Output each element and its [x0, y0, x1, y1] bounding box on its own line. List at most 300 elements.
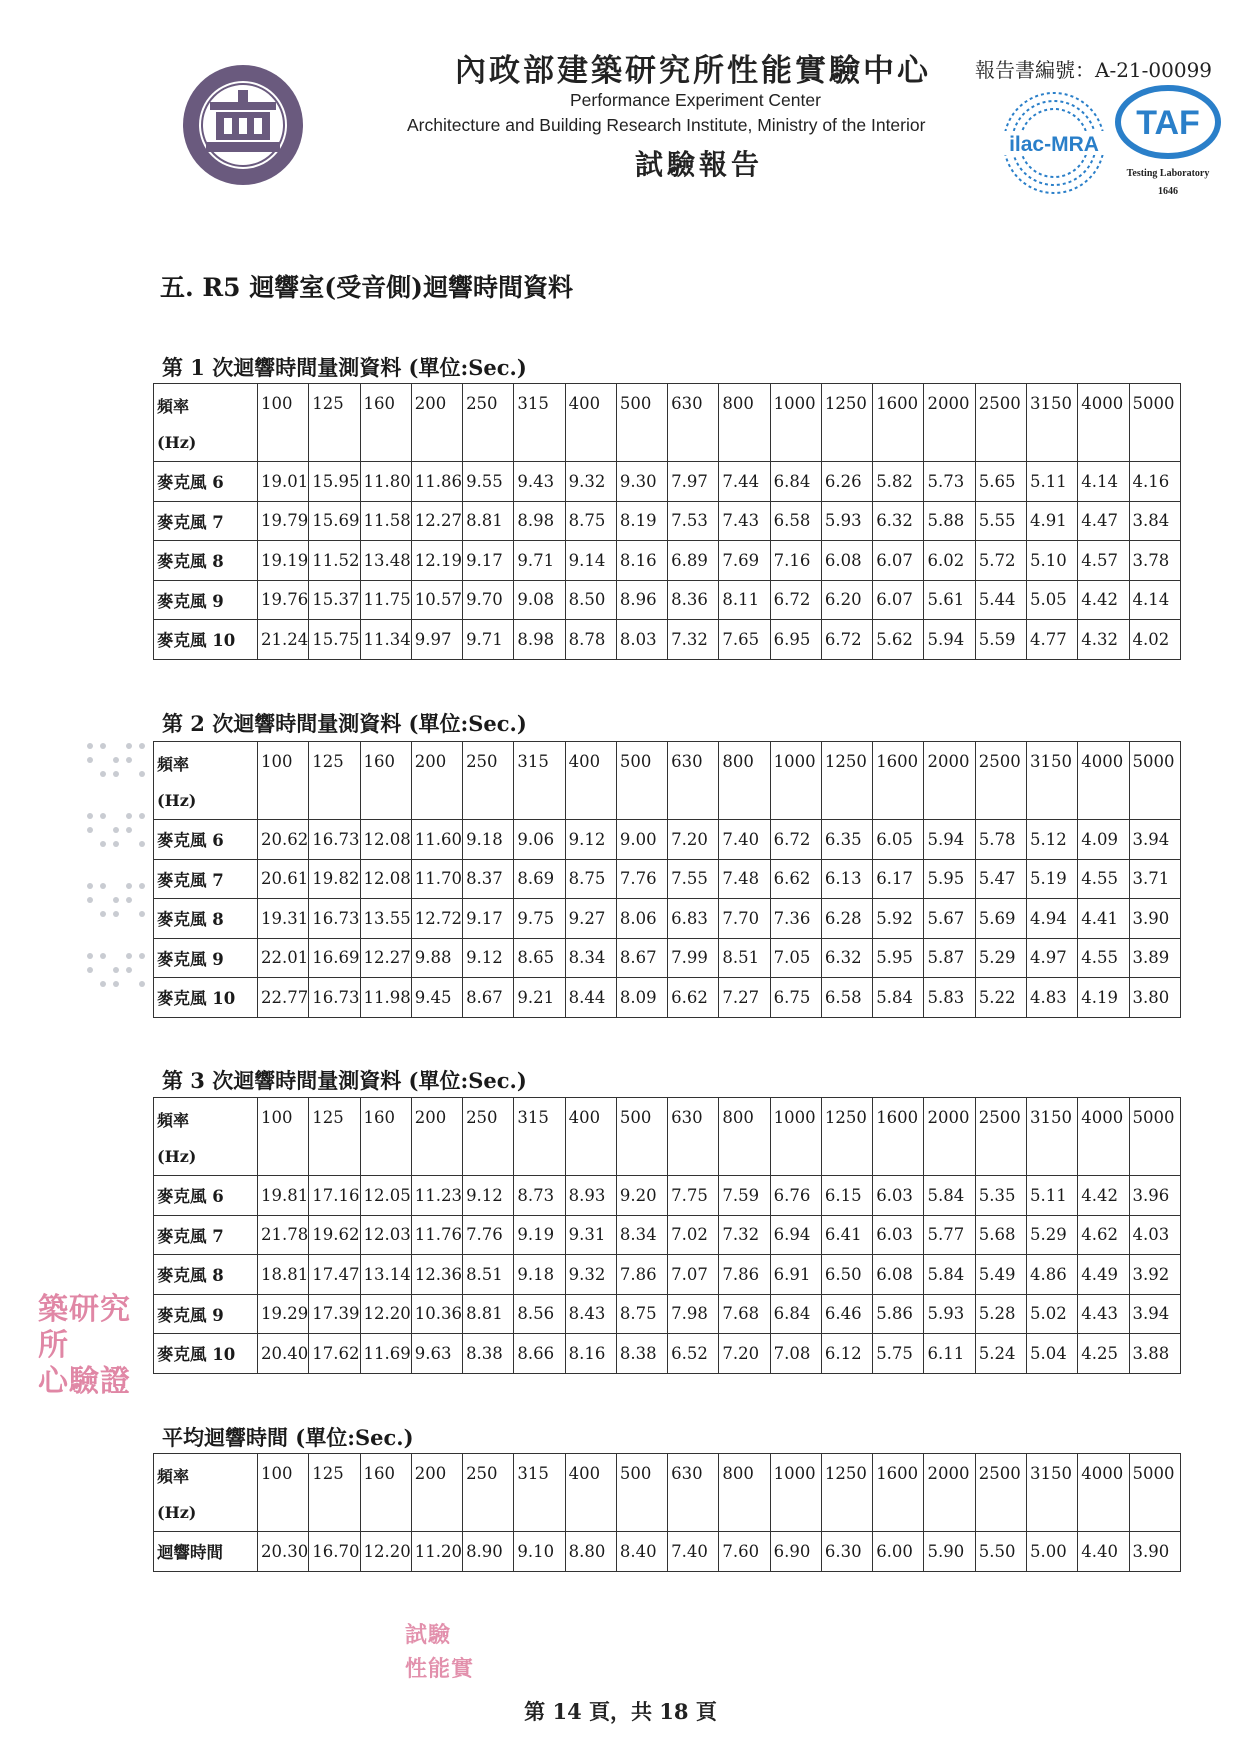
- table-cell: 11.60: [411, 820, 462, 860]
- table-cell: 8.51: [719, 938, 770, 978]
- frequency-value: 200: [414, 1108, 447, 1127]
- table-cell: 4.86: [1026, 1255, 1077, 1295]
- table-cell: 6.46: [821, 1294, 872, 1334]
- table-row: [154, 1255, 1181, 1295]
- header-unit: (Hz): [157, 433, 197, 452]
- table-cell: 10.57: [411, 580, 462, 620]
- table-cell: 5.19: [1026, 859, 1077, 899]
- table-cell: 12.20: [360, 1532, 411, 1572]
- table-cell: 5.04: [1026, 1334, 1077, 1374]
- table-cell: 12.27: [360, 938, 411, 978]
- perforation-dot: [126, 897, 132, 903]
- frequency-value: 3150: [1029, 394, 1072, 413]
- table-cell: 4.49: [1078, 1255, 1129, 1295]
- frequency-header-cell: [565, 1098, 616, 1176]
- frequency-header-cell: [924, 1454, 975, 1532]
- table-cell: 8.03: [616, 620, 667, 660]
- table-cell: 9.71: [463, 620, 514, 660]
- table-cell: 8.19: [616, 501, 667, 541]
- table-cell: 20.61: [258, 859, 309, 899]
- table-cell: 8.37: [463, 859, 514, 899]
- table-header-row: [154, 1098, 1181, 1176]
- table-cell: 8.98: [514, 620, 565, 660]
- table-cell: 4.42: [1078, 580, 1129, 620]
- perforation-dot: [100, 981, 106, 987]
- table-cell: 6.76: [770, 1176, 821, 1216]
- row-label: 迴響時間: [154, 1532, 258, 1572]
- frequency-value: 315: [517, 394, 549, 413]
- table-cell: 17.16: [309, 1176, 360, 1216]
- frequency-value: 160: [363, 1464, 396, 1483]
- frequency-header-cell: [360, 742, 411, 820]
- table-cell: 9.20: [616, 1176, 667, 1216]
- table-cell: 9.32: [565, 462, 616, 502]
- page-header: [0, 0, 1241, 220]
- table-cell: 5.75: [873, 1334, 924, 1374]
- frequency-header-cell: [258, 742, 309, 820]
- frequency-value: 125: [312, 752, 344, 771]
- row-label: 麥克風 9: [154, 580, 258, 620]
- table-cell: 6.26: [821, 462, 872, 502]
- frequency-value: 2000: [927, 1108, 970, 1127]
- frequency-value: 630: [671, 752, 703, 771]
- table-caption: 第 2 次迴響時間量測資料 (單位:Sec.): [162, 711, 527, 736]
- table-cell: 5.68: [975, 1215, 1026, 1255]
- frequency-header-cell: [975, 384, 1026, 462]
- frequency-header-cell: [975, 1098, 1026, 1176]
- table-cell: 7.98: [668, 1294, 719, 1334]
- table-row: [154, 978, 1181, 1018]
- table-cell: 7.08: [770, 1334, 821, 1374]
- frequency-value: 800: [722, 1108, 754, 1127]
- frequency-value: 3150: [1029, 1108, 1072, 1127]
- table-cell: 9.08: [514, 580, 565, 620]
- table-cell: 3.80: [1129, 978, 1180, 1018]
- table-cell: 6.35: [821, 820, 872, 860]
- table-cell: 11.98: [360, 978, 411, 1018]
- table-cell: 3.96: [1129, 1176, 1180, 1216]
- frequency-value: 630: [671, 1464, 703, 1483]
- table-cell: 19.81: [258, 1176, 309, 1216]
- frequency-header-cell: [1129, 1098, 1180, 1176]
- table-cell: 4.02: [1129, 620, 1180, 660]
- table-row: [154, 1294, 1181, 1334]
- frequency-value: 800: [722, 752, 754, 771]
- table-cell: 19.01: [258, 462, 309, 502]
- table-cell: 12.36: [411, 1255, 462, 1295]
- table-cell: 9.30: [616, 462, 667, 502]
- frequency-value: 1600: [876, 1464, 919, 1483]
- frequency-header-cell: [411, 742, 462, 820]
- table-cell: 6.11: [924, 1334, 975, 1374]
- table-cell: 19.19: [258, 541, 309, 581]
- section-title: 五. R5 迴響室(受音側)迴響時間資料: [160, 273, 573, 302]
- frequency-value: 500: [619, 1464, 652, 1483]
- table-cell: 6.02: [924, 541, 975, 581]
- frequency-header-cell: [1078, 1454, 1129, 1532]
- header-unit: (Hz): [157, 791, 197, 810]
- table-row: [154, 462, 1181, 502]
- table-cell: 9.88: [411, 938, 462, 978]
- frequency-value: 100: [261, 752, 293, 771]
- table-cell: 6.72: [770, 580, 821, 620]
- table-cell: 4.19: [1078, 978, 1129, 1018]
- table-cell: 19.31: [258, 899, 309, 939]
- table-cell: 4.42: [1078, 1176, 1129, 1216]
- frequency-value: 1000: [773, 1464, 816, 1483]
- row-label: 麥克風 7: [154, 501, 258, 541]
- table-cell: 9.17: [463, 541, 514, 581]
- table-cell: 7.76: [463, 1215, 514, 1255]
- table-cell: 5.35: [975, 1176, 1026, 1216]
- frequency-value: 4000: [1081, 1108, 1124, 1127]
- frequency-header-cell: [309, 742, 360, 820]
- frequency-header-cell: [668, 384, 719, 462]
- perforation-dot: [126, 743, 132, 749]
- table-cell: 22.77: [258, 978, 309, 1018]
- table-cell: 7.60: [719, 1532, 770, 1572]
- table-cell: 7.20: [668, 820, 719, 860]
- table-cell: 4.55: [1078, 938, 1129, 978]
- frequency-value: 2500: [978, 1108, 1021, 1127]
- table-cell: 8.69: [514, 859, 565, 899]
- table-cell: 6.07: [873, 580, 924, 620]
- row-label: 麥克風 8: [154, 1255, 258, 1295]
- table-cell: 6.15: [821, 1176, 872, 1216]
- frequency-header-cell: [668, 1454, 719, 1532]
- table-cell: 7.53: [668, 501, 719, 541]
- table-cell: 3.89: [1129, 938, 1180, 978]
- table-cell: 4.43: [1078, 1294, 1129, 1334]
- table-cell: 8.36: [668, 580, 719, 620]
- table-cell: 8.96: [616, 580, 667, 620]
- perforation-dot: [113, 757, 119, 763]
- frequency-value: 1250: [824, 1464, 867, 1483]
- table-cell: 5.49: [975, 1255, 1026, 1295]
- table-cell: 6.08: [821, 541, 872, 581]
- table-cell: 12.05: [360, 1176, 411, 1216]
- table-cell: 6.89: [668, 541, 719, 581]
- frequency-value: 400: [568, 1108, 601, 1127]
- table-cell: 7.44: [719, 462, 770, 502]
- frequency-header-cell: [565, 1454, 616, 1532]
- table-cell: 9.12: [565, 820, 616, 860]
- institute-seal-logo: [180, 62, 306, 188]
- table-cell: 7.48: [719, 859, 770, 899]
- frequency-value: 1600: [876, 1108, 919, 1127]
- table-cell: 7.16: [770, 541, 821, 581]
- table-cell: 7.20: [719, 1334, 770, 1374]
- table-cell: 4.47: [1078, 501, 1129, 541]
- perforation-dot: [113, 911, 119, 917]
- table-cell: 11.75: [360, 580, 411, 620]
- table-cell: 6.94: [770, 1215, 821, 1255]
- table-cell: 20.40: [258, 1334, 309, 1374]
- table-cell: 6.07: [873, 541, 924, 581]
- frequency-value: 1250: [824, 752, 867, 771]
- frequency-value: 250: [466, 1464, 498, 1483]
- table-cell: 13.14: [360, 1255, 411, 1295]
- frequency-value: 250: [466, 394, 498, 413]
- table-cell: 6.58: [821, 978, 872, 1018]
- table-cell: 3.88: [1129, 1334, 1180, 1374]
- table-cell: 8.98: [514, 501, 565, 541]
- table-cell: 9.70: [463, 580, 514, 620]
- frequency-header-cell: [1129, 742, 1180, 820]
- report-number: 報告書編號：A-21-00099: [975, 58, 1213, 82]
- table-cell: 5.93: [821, 501, 872, 541]
- perforation-dot: [87, 953, 93, 959]
- table-row: [154, 938, 1181, 978]
- table-cell: 12.19: [411, 541, 462, 581]
- table-cell: 4.09: [1078, 820, 1129, 860]
- table-cell: 7.43: [719, 501, 770, 541]
- header-cell-frequency: [154, 1454, 258, 1532]
- table-cell: 9.63: [411, 1334, 462, 1374]
- header-cell-frequency: [154, 742, 258, 820]
- table-cell: 7.40: [668, 1532, 719, 1572]
- perforation-dot: [139, 981, 145, 987]
- frequency-header-cell: [514, 1098, 565, 1176]
- frequency-header-cell: [821, 1098, 872, 1176]
- frequency-value: 315: [517, 1464, 549, 1483]
- table-cell: 6.28: [821, 899, 872, 939]
- header-label: 頻率: [157, 397, 190, 416]
- table-header-row: [154, 1454, 1181, 1532]
- table-cell: 6.50: [821, 1255, 872, 1295]
- table-cell: 8.38: [616, 1334, 667, 1374]
- table-caption: 平均迴響時間 (單位:Sec.): [162, 1425, 414, 1450]
- table-cell: 4.14: [1129, 580, 1180, 620]
- frequency-header-cell: [309, 384, 360, 462]
- table-cell: 3.78: [1129, 541, 1180, 581]
- perforation-dot: [113, 827, 119, 833]
- table-cell: 20.30: [258, 1532, 309, 1572]
- table-cell: 7.40: [719, 820, 770, 860]
- table-cell: 8.75: [565, 501, 616, 541]
- table-cell: 12.27: [411, 501, 462, 541]
- table-cell: 13.48: [360, 541, 411, 581]
- table-cell: 6.58: [770, 501, 821, 541]
- table-cell: 6.20: [821, 580, 872, 620]
- table-cell: 8.73: [514, 1176, 565, 1216]
- table-cell: 5.86: [873, 1294, 924, 1334]
- table-cell: 5.00: [1026, 1532, 1077, 1572]
- frequency-value: 5000: [1132, 1108, 1175, 1127]
- table-cell: 9.43: [514, 462, 565, 502]
- perforation-dot: [87, 743, 93, 749]
- frequency-value: 200: [414, 394, 447, 413]
- table-cell: 4.41: [1078, 899, 1129, 939]
- table-cell: 6.62: [668, 978, 719, 1018]
- frequency-header-cell: [463, 1454, 514, 1532]
- table-cell: 6.13: [821, 859, 872, 899]
- frequency-header-cell: [309, 1454, 360, 1532]
- frequency-value: 1250: [824, 1108, 867, 1127]
- table-cell: 5.94: [924, 820, 975, 860]
- perforation-dots-decoration: [84, 740, 154, 1020]
- measurement-table-3: [153, 1097, 1181, 1374]
- table-cell: 9.17: [463, 899, 514, 939]
- frequency-value: 2500: [978, 394, 1021, 413]
- frequency-value: 125: [312, 1108, 344, 1127]
- table-cell: 17.62: [309, 1334, 360, 1374]
- frequency-header-cell: [821, 742, 872, 820]
- header-label: 頻率: [157, 1111, 190, 1130]
- table-row: [154, 541, 1181, 581]
- table-header-row: [154, 742, 1181, 820]
- frequency-value: 160: [363, 752, 396, 771]
- frequency-value: 2000: [927, 1464, 970, 1483]
- table-cell: 6.32: [873, 501, 924, 541]
- table-cell: 3.90: [1129, 899, 1180, 939]
- table-cell: 5.61: [924, 580, 975, 620]
- table-cell: 6.91: [770, 1255, 821, 1295]
- row-label: 麥克風 7: [154, 859, 258, 899]
- table-row: [154, 1176, 1181, 1216]
- table-cell: 11.34: [360, 620, 411, 660]
- perforation-dot: [139, 883, 145, 889]
- frequency-value: 2000: [927, 752, 970, 771]
- frequency-header-cell: [873, 1454, 924, 1532]
- table-cell: 7.86: [719, 1255, 770, 1295]
- frequency-header-cell: [770, 1454, 821, 1532]
- perforation-dot: [87, 897, 93, 903]
- frequency-value: 630: [671, 1108, 703, 1127]
- table-cell: 12.08: [360, 859, 411, 899]
- table-cell: 5.77: [924, 1215, 975, 1255]
- table-cell: 5.11: [1026, 1176, 1077, 1216]
- frequency-value: 2500: [978, 752, 1021, 771]
- table-cell: 11.76: [411, 1215, 462, 1255]
- frequency-value: 160: [363, 394, 396, 413]
- header-label: 頻率: [157, 755, 190, 774]
- frequency-value: 125: [312, 1464, 344, 1483]
- table-cell: 8.16: [616, 541, 667, 581]
- table-cell: 8.75: [565, 859, 616, 899]
- frequency-header-cell: [411, 1098, 462, 1176]
- table-cell: 9.19: [514, 1215, 565, 1255]
- table-cell: 9.31: [565, 1215, 616, 1255]
- table-cell: 8.81: [463, 1294, 514, 1334]
- table-cell: 4.55: [1078, 859, 1129, 899]
- frequency-value: 100: [261, 1108, 293, 1127]
- table-cell: 5.55: [975, 501, 1026, 541]
- table-cell: 4.32: [1078, 620, 1129, 660]
- frequency-header-cell: [975, 742, 1026, 820]
- table-cell: 15.95: [309, 462, 360, 502]
- row-label: 麥克風 6: [154, 1176, 258, 1216]
- table-cell: 8.50: [565, 580, 616, 620]
- table-cell: 5.72: [975, 541, 1026, 581]
- table-cell: 9.12: [463, 938, 514, 978]
- table-cell: 9.32: [565, 1255, 616, 1295]
- svg-text:ilac-MRA: ilac-MRA: [1009, 133, 1099, 156]
- table-cell: 5.95: [924, 859, 975, 899]
- table-cell: 5.84: [924, 1176, 975, 1216]
- table-cell: 8.80: [565, 1532, 616, 1572]
- table-cell: 5.87: [924, 938, 975, 978]
- table-cell: 6.84: [770, 1294, 821, 1334]
- table-cell: 4.14: [1078, 462, 1129, 502]
- table-cell: 4.77: [1026, 620, 1077, 660]
- table-cell: 5.50: [975, 1532, 1026, 1572]
- frequency-header-cell: [770, 1098, 821, 1176]
- table-cell: 15.37: [309, 580, 360, 620]
- red-seal-stamp-left: [38, 1292, 158, 1399]
- table-cell: 9.75: [514, 899, 565, 939]
- table-cell: 11.20: [411, 1532, 462, 1572]
- frequency-value: 1000: [773, 394, 816, 413]
- table-cell: 8.65: [514, 938, 565, 978]
- frequency-value: 125: [312, 394, 344, 413]
- table-cell: 5.47: [975, 859, 1026, 899]
- perforation-dot: [100, 883, 106, 889]
- table-cell: 5.69: [975, 899, 1026, 939]
- frequency-value: 5000: [1132, 394, 1175, 413]
- header-cell-frequency: [154, 384, 258, 462]
- table-cell: 9.00: [616, 820, 667, 860]
- frequency-value: 4000: [1081, 752, 1124, 771]
- header-cell-frequency: [154, 1098, 258, 1176]
- header-label: 頻率: [157, 1467, 190, 1486]
- svg-text:Testing Laboratory: Testing Laboratory: [1126, 168, 1210, 179]
- table-cell: 22.01: [258, 938, 309, 978]
- table-cell: 11.80: [360, 462, 411, 502]
- frequency-header-cell: [770, 384, 821, 462]
- table-cell: 5.12: [1026, 820, 1077, 860]
- frequency-value: 100: [261, 394, 293, 413]
- frequency-value: 2500: [978, 1464, 1021, 1483]
- table-cell: 21.78: [258, 1215, 309, 1255]
- table-cell: 8.16: [565, 1334, 616, 1374]
- institute-title-en-line1: Performance Experiment Center: [570, 90, 821, 110]
- frequency-value: 315: [517, 1108, 549, 1127]
- table-cell: 7.75: [668, 1176, 719, 1216]
- table-cell: 5.11: [1026, 462, 1077, 502]
- table-cell: 5.10: [1026, 541, 1077, 581]
- frequency-header-cell: [411, 384, 462, 462]
- table-cell: 5.29: [975, 938, 1026, 978]
- frequency-header-cell: [873, 1098, 924, 1176]
- table-cell: 5.95: [873, 938, 924, 978]
- table-cell: 6.62: [770, 859, 821, 899]
- table-cell: 4.40: [1078, 1532, 1129, 1572]
- table-cell: 7.68: [719, 1294, 770, 1334]
- perforation-dot: [113, 771, 119, 777]
- table-row: [154, 1215, 1181, 1255]
- table-cell: 3.94: [1129, 1294, 1180, 1334]
- table-cell: 20.62: [258, 820, 309, 860]
- table-cell: 3.90: [1129, 1532, 1180, 1572]
- table-cell: 13.55: [360, 899, 411, 939]
- table-cell: 6.08: [873, 1255, 924, 1295]
- stamp-left-text: 築研究所 心驗證: [38, 1292, 131, 1399]
- frequency-header-cell: [719, 742, 770, 820]
- red-seal-stamp-bottom: [405, 1618, 475, 1698]
- frequency-header-cell: [463, 1098, 514, 1176]
- table-cell: 10.36: [411, 1294, 462, 1334]
- stamp-bottom-text: 試驗 性能實: [405, 1622, 475, 1682]
- frequency-value: 3150: [1029, 752, 1072, 771]
- row-label: 麥克風 6: [154, 462, 258, 502]
- frequency-header-cell: [616, 742, 667, 820]
- table-cell: 19.82: [309, 859, 360, 899]
- table-cell: 9.45: [411, 978, 462, 1018]
- table-cell: 4.25: [1078, 1334, 1129, 1374]
- row-label: 麥克風 6: [154, 820, 258, 860]
- table-cell: 5.90: [924, 1532, 975, 1572]
